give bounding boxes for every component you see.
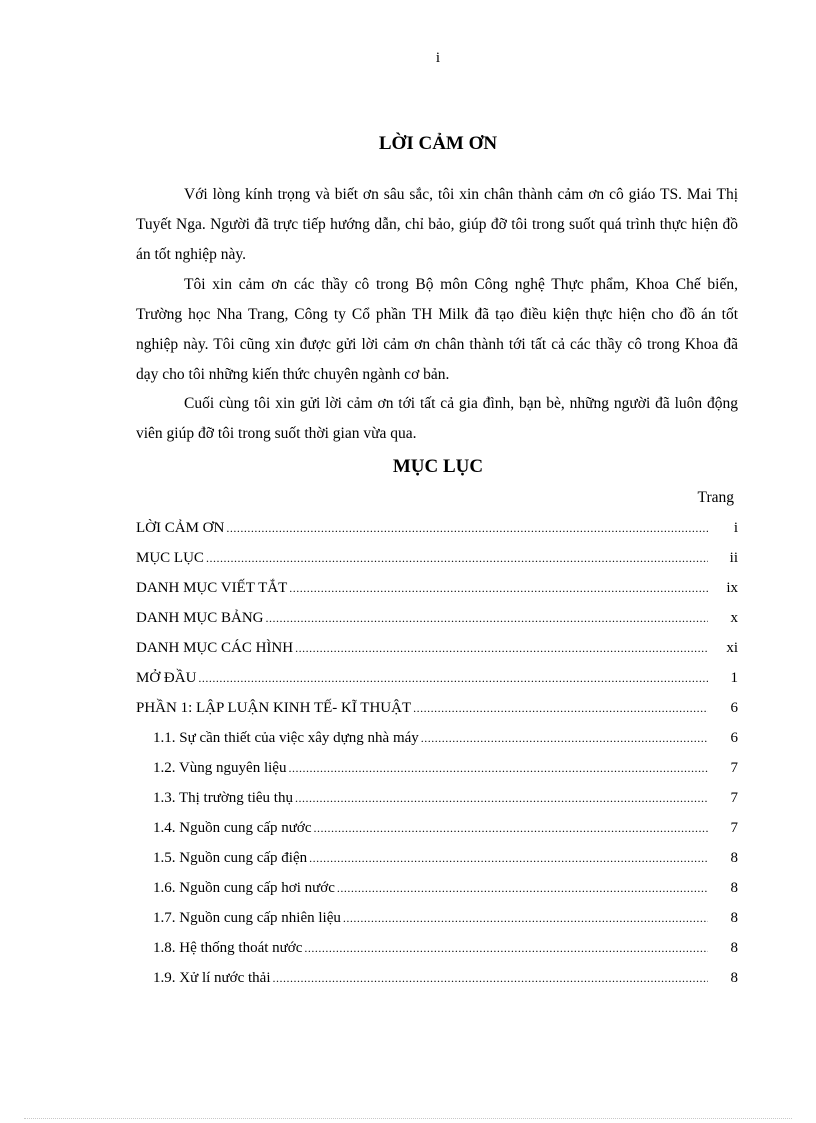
toc-entry-1-3[interactable]	[153, 790, 738, 812]
toc-entry-label: 1.9. Xử lí nước thải	[153, 970, 271, 986]
toc-leader-dots	[413, 701, 708, 716]
toc-leader-dots	[206, 551, 708, 566]
toc-leader-dots	[304, 941, 708, 956]
toc-entry-phan-1[interactable]	[136, 700, 738, 722]
toc-entry-page: x	[730, 610, 738, 626]
toc-entry-page: 6	[730, 700, 738, 716]
toc-entry-danh-muc-viet-tat[interactable]	[136, 580, 738, 602]
toc-entry-1-8[interactable]	[153, 940, 738, 962]
acknowledgement-title: LỜI CẢM ƠN	[378, 133, 498, 154]
toc-leader-dots	[314, 821, 708, 836]
toc-entry-page: 8	[730, 970, 738, 986]
toc-entry-1-7[interactable]	[153, 910, 738, 932]
toc-entry-label: 1.1. Sự cần thiết của việc xây dựng nhà máy	[153, 730, 419, 746]
toc-entry-label: 1.8. Hệ thống thoát nước	[153, 940, 303, 956]
toc-entry-page: 8	[730, 850, 738, 866]
toc-entry-page: 7	[730, 820, 738, 836]
toc-entry-page: 1	[730, 670, 738, 686]
acknowledgement-paragraph: Tôi xin cảm ơn các thầy cô trong Bộ môn Công nghệ Thực phẩm, Khoa Chế biến, Trường học Nha Trang, Công ty Cổ phần TH Milk đã tạo điều kiện thực hiện cho đồ án tốt nghiệp này. Tôi cũng xin được gửi lời cảm ơn chân thành tới tất cả các thầy cô trong Khoa đã dạy cho tôi những kiến thức chuyên ngành cơ bản.	[136, 276, 738, 383]
toc-entry-muc-luc[interactable]	[136, 550, 738, 572]
toc-entry-label: 1.2. Vùng nguyên liệu	[153, 760, 287, 776]
toc-entry-page: ix	[726, 580, 738, 596]
toc-entry-label: DANH MỤC BẢNG	[136, 610, 264, 626]
toc-page-header: Trang	[697, 489, 734, 506]
toc-entry-page: xi	[726, 640, 738, 656]
toc-entry-label: DANH MỤC VIẾT TẮT	[136, 580, 288, 596]
toc-entry-label: 1.7. Nguồn cung cấp nhiên liệu	[153, 910, 341, 926]
toc-entry-1-6[interactable]	[153, 880, 738, 902]
toc-title: MỤC LỤC	[392, 456, 484, 477]
toc-entry-label: 1.3. Thị trường tiêu thụ	[153, 790, 293, 806]
toc-leader-dots	[273, 971, 708, 986]
toc-leader-dots	[295, 641, 708, 656]
page-number: i	[435, 50, 441, 66]
toc-leader-dots	[421, 731, 708, 746]
toc-leader-dots	[337, 881, 708, 896]
toc-entry-danh-muc-bang[interactable]	[136, 610, 738, 632]
toc-entry-page: i	[733, 520, 738, 536]
toc-entry-label: 1.5. Nguồn cung cấp điện	[153, 850, 308, 866]
toc-entry-page: 8	[730, 880, 738, 896]
toc-entry-mo-dau[interactable]	[136, 670, 738, 692]
toc-leader-dots	[295, 791, 708, 806]
acknowledgement-paragraph: Với lòng kính trọng và biết ơn sâu sắc, tôi xin chân thành cảm ơn cô giáo TS. Mai Thị Tuyết Nga. Người đã trực tiếp hướng dẫn, chỉ bảo, giúp đỡ tôi trong suốt quá trình thực hiện đồ án tốt nghiệp này.	[136, 186, 738, 263]
toc-entry-label: MỤC LỤC	[136, 550, 204, 566]
toc-entry-label: PHẦN 1: LẬP LUẬN KINH TẾ- KĨ THUẬT	[136, 700, 412, 716]
toc-leader-dots	[343, 911, 708, 926]
toc-leader-dots	[289, 581, 708, 596]
toc-entry-label: 1.4. Nguồn cung cấp nước	[153, 820, 312, 836]
toc-entry-1-5[interactable]	[153, 850, 738, 872]
toc-entry-label: DANH MỤC CÁC HÌNH	[136, 640, 294, 656]
toc-entry-page: 6	[730, 730, 738, 746]
toc-entry-danh-muc-cac-hinh[interactable]	[136, 640, 738, 662]
toc-entry-page: 8	[730, 940, 738, 956]
toc-entry-loi-cam-on[interactable]	[136, 520, 738, 542]
toc-entry-label: LỜI CẢM ƠN	[136, 520, 225, 536]
toc-entry-label: 1.6. Nguồn cung cấp hơi nước	[153, 880, 335, 896]
toc-leader-dots	[226, 521, 708, 536]
toc-entry-1-2[interactable]	[153, 760, 738, 782]
toc-entry-page: 8	[730, 910, 738, 926]
toc-entry-label: MỞ ĐẦU	[136, 670, 197, 686]
toc-leader-dots	[309, 851, 708, 866]
toc-leader-dots	[288, 761, 708, 776]
acknowledgement-paragraph: Cuối cùng tôi xin gửi lời cảm ơn tới tất cả gia đình, bạn bè, những người đã luôn động viên giúp đỡ tôi trong suốt thời gian vừa qua.	[136, 395, 738, 442]
toc-entry-page: 7	[730, 790, 738, 806]
toc-entry-1-4[interactable]	[153, 820, 738, 842]
toc-leader-dots	[198, 671, 708, 686]
toc-entry-page: 7	[730, 760, 738, 776]
toc-entry-page: ii	[729, 550, 738, 566]
toc-leader-dots	[266, 611, 708, 626]
toc-entry-1-1[interactable]	[153, 730, 738, 752]
page-bottom-divider	[24, 1118, 792, 1119]
toc-entry-1-9[interactable]	[153, 970, 738, 992]
